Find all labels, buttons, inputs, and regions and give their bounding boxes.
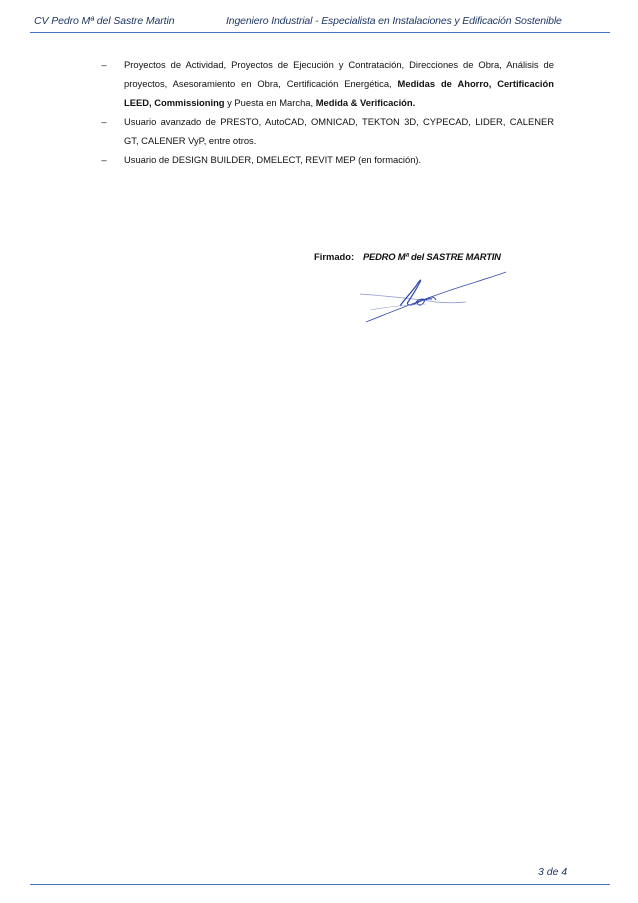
bold-text: Medida & Verificación. — [315, 97, 416, 108]
item-text: Usuario avanzado de PRESTO, AutoCAD, OMNICAD, TEKTON 3D, CYPECAD, LIDER, CALENER GT, CALENER VyP, entre otros. — [124, 116, 554, 146]
header-title: Ingeniero Industrial - Especialista en Instalaciones y Edificación Sostenible — [226, 15, 562, 27]
bullet-dash: – — [101, 154, 107, 165]
page-number: 3 de 4 — [538, 866, 568, 878]
page-header — [0, 12, 638, 34]
footer-rule — [30, 884, 610, 885]
bullet-dash: – — [101, 59, 107, 70]
handwritten-signature — [356, 266, 512, 326]
item-text: Usuario de DESIGN BUILDER, DMELECT, REVIT MEP (en formación). — [124, 154, 422, 165]
list-item — [94, 150, 554, 169]
signature-label: Firmado: — [314, 251, 355, 262]
list-item — [94, 112, 554, 150]
header-rule — [30, 32, 610, 33]
list-item — [94, 55, 554, 112]
skills-list — [94, 55, 554, 169]
signature-name: PEDRO Mª del SASTRE MARTIN — [363, 251, 501, 262]
item-text: Proyectos de Actividad, Proyectos de Ejecución y Contratación, Direcciones de Obra, Análisis de proyectos, Asesoramiento en Obra, Certificación Energética, — [124, 59, 554, 89]
bullet-dash: – — [101, 116, 107, 127]
item-text: y Puesta en Marcha, — [224, 97, 316, 108]
header-author: CV Pedro Mª del Sastre Martin — [34, 15, 175, 27]
bold-text: Medidas de Ahorro, Certificación LEED, Commissioning — [124, 78, 554, 108]
